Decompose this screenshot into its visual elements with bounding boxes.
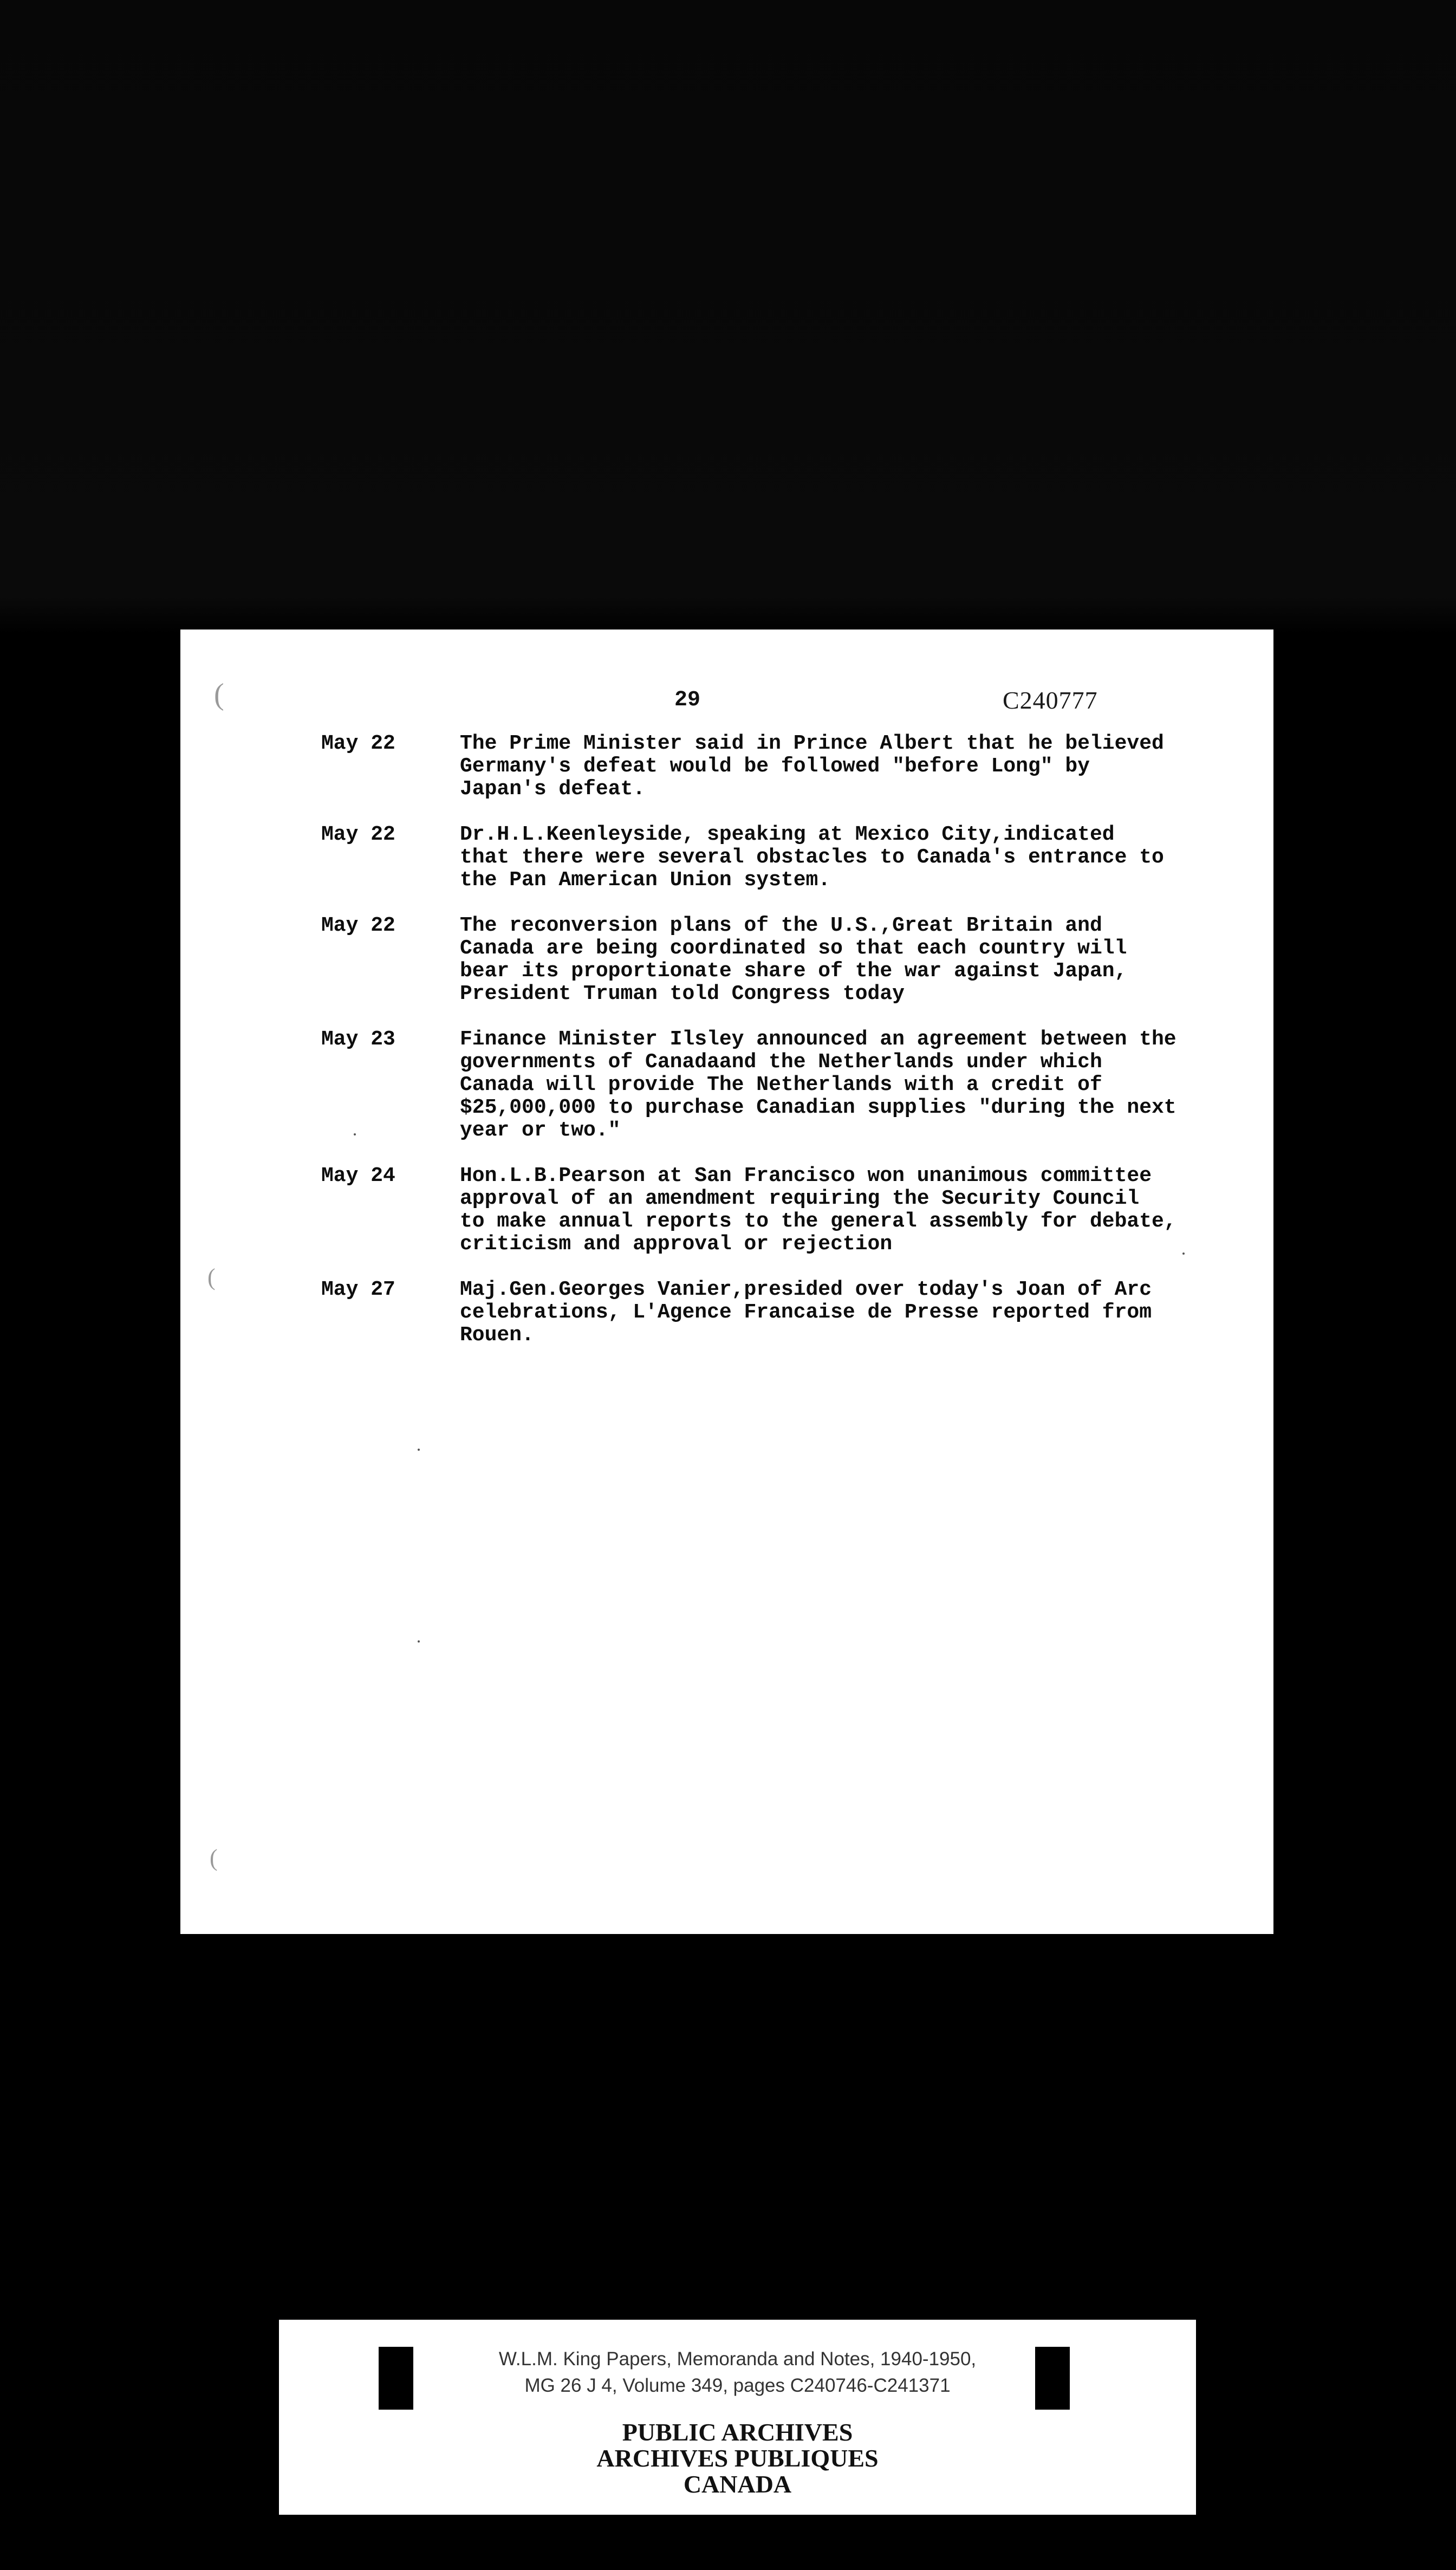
archive-country: CANADA [683, 2470, 792, 2498]
entry-date: May 27 [321, 1278, 395, 1301]
chronology-entry [321, 1278, 1264, 1347]
page-number: 29 [674, 688, 701, 712]
document-page [180, 629, 1273, 1934]
archive-title [279, 2419, 1196, 2497]
archive-title-fr: ARCHIVES PUBLIQUES [596, 2444, 879, 2472]
entry-date: May 22 [321, 823, 395, 846]
entry-text: The Prime Minister said in Prince Albert that he believed Germany's defeat would be followed "before Long" by Japan's defeat. [460, 732, 1164, 801]
archive-label [279, 2320, 1196, 2515]
entry-text: Hon.L.B.Pearson at San Francisco won unanimous committee approval of an amendment requiring the Security Council to make annual reports to the general assembly for debate, criticism and approval or rejection [460, 1164, 1176, 1256]
hole-punch-mark: ( [207, 1264, 216, 1290]
entry-date: May 24 [321, 1164, 395, 1187]
entry-date: May 22 [321, 732, 395, 755]
entry-text: Dr.H.L.Keenleyside, speaking at Mexico City,indicated that there were several obstacles to Canada's entrance to the Pan American Union system. [460, 823, 1164, 892]
chronology-entry [321, 1165, 1264, 1256]
entry-date: May 23 [321, 1028, 395, 1051]
entry-text: The reconversion plans of the U.S.,Great Britain and Canada are being coordinated so that each country will bear its proportionate share of the war against Japan, President Truman told Congress today [460, 914, 1127, 1005]
hole-punch-mark: ( [210, 1845, 218, 1871]
hole-punch-mark: ( [214, 678, 224, 711]
chronology-entry [321, 914, 1264, 1005]
entry-text: Maj.Gen.Georges Vanier,presided over today's Joan of Arc celebrations, L'Agence Francaise de Presse reported from Rouen. [460, 1278, 1152, 1347]
chronology-entry [321, 1028, 1264, 1142]
chronology-entry [321, 732, 1264, 801]
archive-citation: W.L.M. King Papers, Memoranda and Notes, 1940-1950, MG 26 J 4, Volume 349, pages C240746-C241371 [498, 2348, 977, 2396]
reference-number: C240777 [1003, 686, 1098, 714]
archive-title-en: PUBLIC ARCHIVES [622, 2418, 853, 2446]
speck [418, 1449, 420, 1451]
chronology-entry [321, 823, 1264, 892]
speck [418, 1640, 420, 1643]
entry-text: Finance Minister Ilsley announced an agreement between the governments of Canadaand the Netherlands under which Canada will provide The Netherlands with a credit of $25,000,000 to purchase Canadian supplies "during the next year or two." [460, 1028, 1176, 1142]
chronology-list [321, 732, 1264, 1347]
entry-date: May 22 [321, 914, 395, 937]
